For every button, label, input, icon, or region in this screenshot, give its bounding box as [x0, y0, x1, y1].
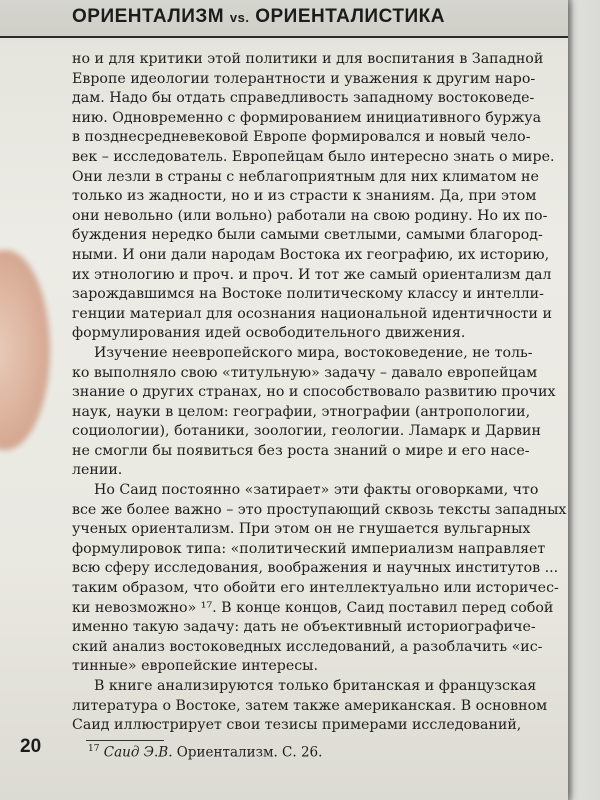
text-line: знание о других странах, но и способствовало развитию прочих	[72, 384, 556, 401]
text-line: ки невозможно» ¹⁷. В конце концов, Саид поставил перед собой	[72, 599, 554, 616]
footnote-divider	[86, 740, 164, 741]
text-line: формулировок типа: «политический империализм направляет	[72, 540, 546, 557]
running-head-title	[72, 6, 445, 28]
text-line: они невольно (или вольно) работали на свою родину. Но их по-	[72, 207, 548, 224]
text-line: всю сферу исследования, воображения и научных институтов ...	[72, 560, 559, 577]
page-number: 20	[20, 736, 42, 757]
text-line: литература о Востоке, затем также американская. В основном	[72, 697, 548, 714]
text-line: в позднесредневековой Европе формировался и новый чело-	[72, 129, 531, 146]
text-line: ученых ориентализм. При этом он не гнушается вульгарных	[72, 521, 531, 538]
text-line: именно такую задачу: дать не объективный историографиче-	[72, 619, 536, 636]
text-line: формулирования идей освободительного движения.	[72, 325, 466, 342]
text-line: зарождавшимся на Востоке политическому классу и интелли-	[72, 286, 544, 303]
text-line: все же более важно – это проступающий сквозь тексты западных	[72, 501, 567, 518]
text-line: но и для критики этой политики и для воспитания в Западной	[72, 51, 544, 67]
text-line: не смогли бы появиться без роста знаний о мире и его насе-	[72, 442, 530, 459]
text-line: Они лезли в страны с неблагоприятным для них климатом не	[72, 168, 539, 185]
text-line: Саид иллюстрирует свои тезисы примерами исследований,	[72, 717, 522, 734]
text-line: лении.	[72, 462, 123, 479]
page-edge-shadow	[568, 0, 574, 800]
text-line: тинные» европейские интересы.	[72, 658, 318, 675]
text-line: В книге анализируются только британская и французская	[94, 678, 537, 694]
title-vs: vs.	[229, 10, 250, 25]
text-line: Изучение неевропейского мира, востоковедение, не толь-	[94, 344, 533, 361]
body-text	[72, 50, 567, 736]
text-line: дам. Надо бы отдать справедливость западному востоковеде-	[72, 90, 535, 107]
footnote-text: Ориентализм. С. 26.	[172, 744, 323, 761]
text-line: ский анализ востоковедных исследований, а разоблачить «ис-	[72, 638, 543, 655]
text-line: социологии), ботаники, зоологии, геологии. Ламарк и Дарвин	[72, 423, 541, 440]
text-line: Но Саид постоянно «затирает» эти факты оговорками, что	[94, 482, 539, 499]
text-line: ными. И они дали народам Востока их географию, их историю,	[72, 246, 550, 263]
text-line: Европе идеологии толерантности и уважения к другим наро-	[72, 70, 536, 87]
footnote	[88, 744, 322, 761]
text-line: ко выполняло свою «титульную» задачу – давало европейцам	[72, 364, 538, 381]
text-line: таким образом, что обойти его интеллектуально или историчес-	[72, 580, 559, 597]
text-line: генции материал для осознания национальной идентичности и	[72, 305, 552, 322]
text-line: только из жадности, но и из страсти к знаниям. Да, при этом	[72, 188, 537, 205]
text-line: их этнологию и проч. и проч. И тот же самый ориентализм дал	[72, 266, 552, 283]
running-header	[0, 0, 568, 38]
text-line: буждения нередко были самыми светлыми, самыми благород-	[72, 227, 543, 244]
footnote-author: Саид Э.В.	[103, 744, 173, 761]
text-line: век – исследователь. Европейцам было интересно знать о мире.	[72, 148, 555, 165]
footnote-number: 17	[88, 744, 100, 754]
text-line: наук, науки в целом: географии, этнографии (антропологии,	[72, 403, 531, 420]
text-line: нию. Одновременно с формированием инициативного буржуа	[72, 109, 542, 126]
title-main: ОРИЕНТАЛИЗМ	[72, 6, 225, 27]
title-second: ОРИЕНТАЛИСТИКА	[255, 6, 445, 27]
